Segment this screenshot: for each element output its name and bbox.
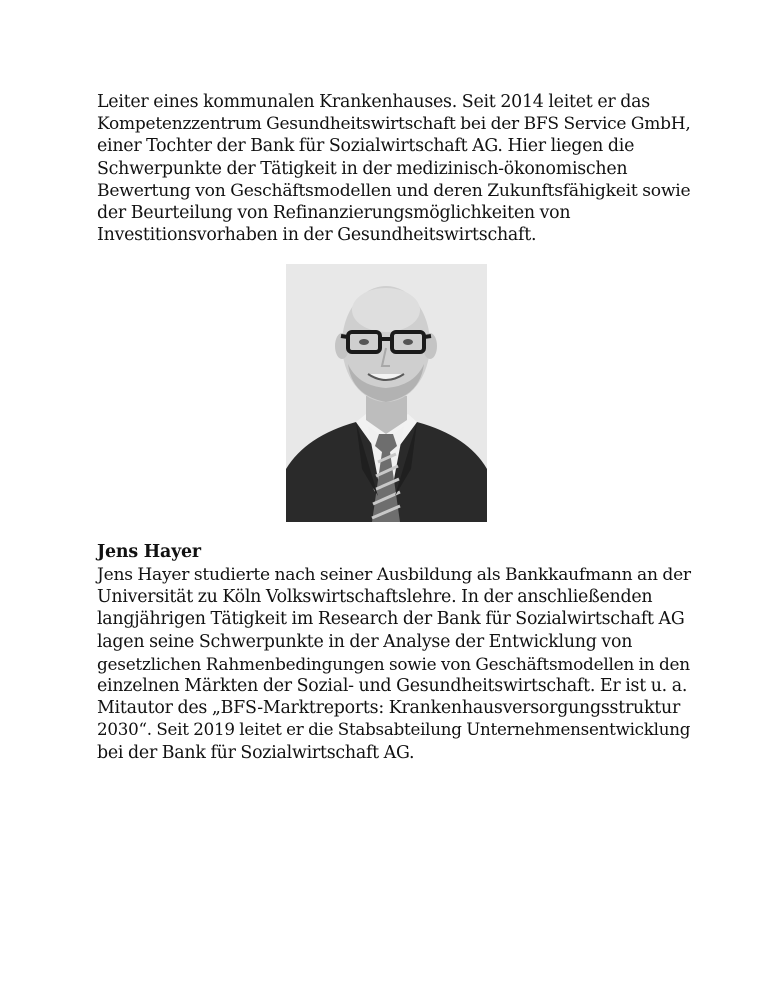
text-line: Investitionsvorhaben in der Gesundheitswirtschaft. [97, 225, 537, 246]
text-line: 2030“. Seit 2019 leitet er die Stabsabteilung Unternehmensentwicklung [97, 720, 691, 740]
person-name-heading: Jens Hayer [97, 542, 201, 562]
text-line: langjährigen Tätigkeit im Research der Bank für Sozialwirtschaft AG [97, 609, 685, 630]
text-line: Universität zu Köln Volkswirtschaftslehre. In der anschließenden [97, 587, 653, 608]
text-line: einer Tochter der Bank für Sozialwirtschaft AG. Hier liegen die [97, 136, 635, 157]
text-line: Leiter eines kommunalen Krankenhauses. Seit 2014 leitet er das [97, 92, 650, 112]
text-line: gesetzlichen Rahmenbedingungen sowie von Geschäftsmodellen in den [97, 653, 690, 674]
text-line: lagen seine Schwerpunkte in der Analyse der Entwicklung von [97, 631, 633, 652]
text-line: Mitautor des „BFS-Marktreports: Krankenhausversorgungsstruktur [97, 698, 681, 719]
intro-paragraph [97, 91, 697, 246]
text-line: Kompetenzzentrum Gesundheitswirtschaft bei der BFS Service GmbH, [97, 114, 691, 135]
portrait-photo [286, 264, 487, 522]
bio-paragraph [97, 564, 697, 764]
text-line: Bewertung von Geschäftsmodellen und deren Zukunftsfähigkeit sowie [97, 180, 691, 201]
text-line: Jens Hayer studierte nach seiner Ausbildung als Bankkaufmann an der [97, 565, 691, 585]
text-line: Schwerpunkte der Tätigkeit in der medizinisch-ökonomischen [97, 158, 628, 179]
text-line: einzelnen Märkten der Sozial- und Gesundheitswirtschaft. Er ist u. a. [97, 676, 688, 697]
text-line: der Beurteilung von Refinanzierungsmöglichkeiten von [97, 203, 571, 224]
text-line: bei der Bank für Sozialwirtschaft AG. [97, 742, 415, 763]
